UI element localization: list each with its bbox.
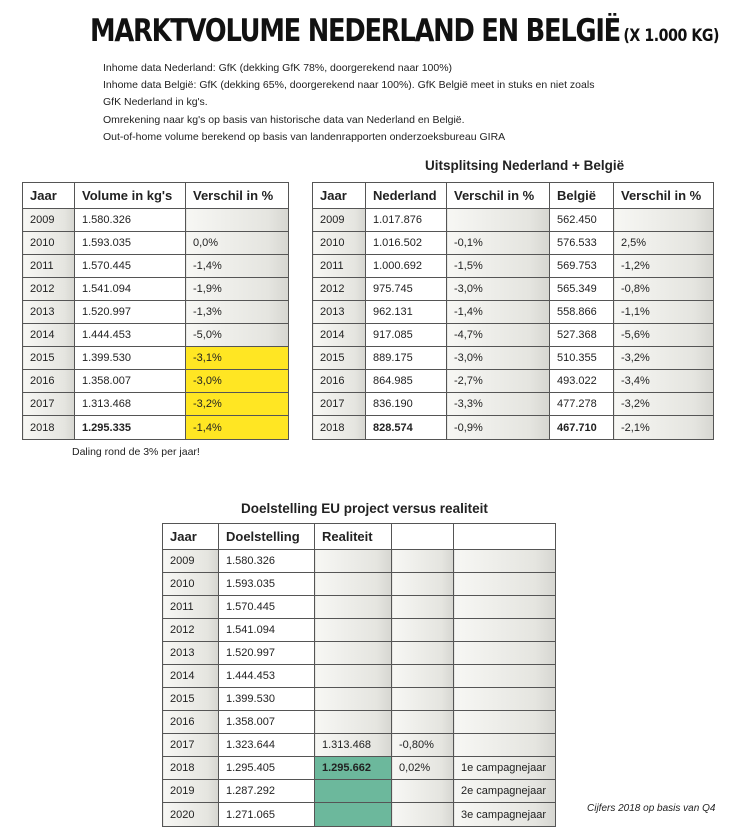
table-cell: -1,4% <box>186 416 289 440</box>
table-cell: 2014 <box>23 324 75 347</box>
target-table <box>162 523 556 827</box>
table-cell: 2009 <box>163 550 219 573</box>
table-row <box>163 734 556 757</box>
table-cell: 1.287.292 <box>219 780 315 803</box>
table-cell: 569.753 <box>550 255 614 278</box>
table-cell: -0,80% <box>392 734 454 757</box>
table-cell: 1.570.445 <box>219 596 315 619</box>
table-cell <box>392 688 454 711</box>
table-row <box>163 550 556 573</box>
table-cell: 1.358.007 <box>75 370 186 393</box>
table-cell: 1.016.502 <box>366 232 447 255</box>
table-cell: -0,8% <box>614 278 714 301</box>
table-cell: 828.574 <box>366 416 447 440</box>
table-cell <box>392 619 454 642</box>
col-header-diff-be: Verschil in % <box>614 183 714 209</box>
table-cell: -0,1% <box>447 232 550 255</box>
table-cell <box>454 665 556 688</box>
col-header-blank <box>392 524 454 550</box>
col-header-reality: Realiteit <box>315 524 392 550</box>
table-cell: 2015 <box>163 688 219 711</box>
table-cell: -2,7% <box>447 370 550 393</box>
table-cell <box>315 619 392 642</box>
table-cell <box>315 642 392 665</box>
table-cell: 2010 <box>163 573 219 596</box>
table-cell: 1.000.692 <box>366 255 447 278</box>
split-table-heading: Uitsplitsing Nederland + België <box>425 158 625 173</box>
table-cell <box>186 209 289 232</box>
table-cell: 1.271.065 <box>219 803 315 827</box>
table-cell: 2012 <box>23 278 75 301</box>
target-table-heading: Doelstelling EU project versus realiteit <box>241 501 488 516</box>
table-cell <box>454 642 556 665</box>
table-row <box>163 688 556 711</box>
table-row <box>163 642 556 665</box>
table-cell <box>454 596 556 619</box>
note-line: Inhome data België: GfK (dekking 65%, doorgerekend naar 100%). GfK België meet in stuks en niet zoals <box>103 79 595 92</box>
table-cell <box>392 550 454 573</box>
table-row <box>313 324 714 347</box>
table-cell <box>392 711 454 734</box>
table-row <box>163 757 556 780</box>
table-cell: 2018 <box>23 416 75 440</box>
table-cell: 2014 <box>163 665 219 688</box>
table-cell: 1.323.644 <box>219 734 315 757</box>
table-cell: 975.745 <box>366 278 447 301</box>
note-line: GfK Nederland in kg's. <box>103 96 208 109</box>
table-cell <box>447 209 550 232</box>
table-row <box>23 416 289 440</box>
table-row <box>23 324 289 347</box>
table-cell: 1.295.335 <box>75 416 186 440</box>
table-cell: 889.175 <box>366 347 447 370</box>
col-header-year: Jaar <box>23 183 75 209</box>
table-cell <box>454 573 556 596</box>
table-cell: 2012 <box>313 278 366 301</box>
table-cell: 2009 <box>23 209 75 232</box>
table-cell <box>454 550 556 573</box>
table-row <box>23 301 289 324</box>
table-cell: 1.295.405 <box>219 757 315 780</box>
table-cell: 565.349 <box>550 278 614 301</box>
table-cell: -3,2% <box>614 347 714 370</box>
table-row <box>23 255 289 278</box>
table-cell: 2017 <box>163 734 219 757</box>
table-cell: 562.450 <box>550 209 614 232</box>
table-row <box>313 393 714 416</box>
table-cell <box>392 642 454 665</box>
note-line: Out-of-home volume berekend op basis van landenrapporten onderzoeksbureau GIRA <box>103 130 506 143</box>
table-cell: -3,2% <box>614 393 714 416</box>
table-cell: -1,2% <box>614 255 714 278</box>
table-cell: -5,6% <box>614 324 714 347</box>
table-cell <box>454 734 556 757</box>
table-row <box>163 780 556 803</box>
table-cell: 2012 <box>163 619 219 642</box>
table-cell: 2013 <box>163 642 219 665</box>
table-cell: 1.580.326 <box>219 550 315 573</box>
col-header-year: Jaar <box>163 524 219 550</box>
table-cell: 864.985 <box>366 370 447 393</box>
table-row <box>23 278 289 301</box>
table-cell: 2020 <box>163 803 219 827</box>
col-header-blank <box>454 524 556 550</box>
col-header-volume: Volume in kg's <box>75 183 186 209</box>
table-cell: 2013 <box>23 301 75 324</box>
col-header-nederland: Nederland <box>366 183 447 209</box>
table-cell: 1.358.007 <box>219 711 315 734</box>
table-cell: 493.022 <box>550 370 614 393</box>
table-cell: 2013 <box>313 301 366 324</box>
table-row <box>313 255 714 278</box>
table-row <box>313 232 714 255</box>
table-cell: 2015 <box>23 347 75 370</box>
table-cell: 1.444.453 <box>219 665 315 688</box>
table-cell <box>315 550 392 573</box>
table-cell: -3,0% <box>186 370 289 393</box>
table-row <box>313 209 714 232</box>
table-cell: -3,0% <box>447 278 550 301</box>
table-cell: -1,4% <box>186 255 289 278</box>
table-row <box>313 416 714 440</box>
table-cell <box>315 573 392 596</box>
table-cell <box>315 596 392 619</box>
table-cell: 2015 <box>313 347 366 370</box>
table-cell <box>454 711 556 734</box>
table-row <box>163 619 556 642</box>
table-cell: -1,9% <box>186 278 289 301</box>
table-cell <box>392 573 454 596</box>
table-cell <box>454 619 556 642</box>
table-cell: 1.593.035 <box>219 573 315 596</box>
source-notes <box>103 60 594 146</box>
table-cell: 2018 <box>163 757 219 780</box>
table-cell: 2011 <box>23 255 75 278</box>
table-row <box>23 232 289 255</box>
table-cell: 1.541.094 <box>75 278 186 301</box>
table-cell: 2010 <box>313 232 366 255</box>
table-cell: 1.017.876 <box>366 209 447 232</box>
table-cell: 962.131 <box>366 301 447 324</box>
table-cell: 1.295.662 <box>315 757 392 780</box>
table-cell <box>315 803 392 827</box>
table-cell: -1,4% <box>447 301 550 324</box>
table-cell <box>315 688 392 711</box>
table-cell <box>614 209 714 232</box>
table-cell: 2018 <box>313 416 366 440</box>
table-cell: 1.570.445 <box>75 255 186 278</box>
table-cell: 1.399.530 <box>75 347 186 370</box>
table-cell: -1,3% <box>186 301 289 324</box>
col-header-diff-nl: Verschil in % <box>447 183 550 209</box>
table-cell: 558.866 <box>550 301 614 324</box>
table-cell <box>454 688 556 711</box>
table-cell: 2016 <box>23 370 75 393</box>
table-cell <box>392 803 454 827</box>
table-cell: -3,4% <box>614 370 714 393</box>
table-row <box>163 711 556 734</box>
table-cell <box>315 711 392 734</box>
col-header-belgie: België <box>550 183 614 209</box>
table-cell: 2e campagnejaar <box>454 780 556 803</box>
target-table-footnote: Cijfers 2018 op basis van Q4 <box>587 803 716 814</box>
title-main: MARKTVOLUME NEDERLAND EN BELGIË <box>90 13 621 49</box>
table-cell: 1.520.997 <box>219 642 315 665</box>
table-row <box>23 393 289 416</box>
table-cell: -0,9% <box>447 416 550 440</box>
table-cell <box>392 665 454 688</box>
table-row <box>163 803 556 827</box>
table-cell: 1.313.468 <box>315 734 392 757</box>
table-cell <box>392 780 454 803</box>
table-cell: 1.313.468 <box>75 393 186 416</box>
table-cell: -2,1% <box>614 416 714 440</box>
table-cell: 2017 <box>313 393 366 416</box>
title-unit: (X 1.000 KG) <box>623 26 720 46</box>
table-cell: 1.444.453 <box>75 324 186 347</box>
table-cell: 917.085 <box>366 324 447 347</box>
table-cell: 576.533 <box>550 232 614 255</box>
table-cell: 2009 <box>313 209 366 232</box>
page-title <box>90 13 719 49</box>
table-cell: 2017 <box>23 393 75 416</box>
table-cell <box>315 780 392 803</box>
table-cell: 1.541.094 <box>219 619 315 642</box>
table-row <box>163 665 556 688</box>
table-cell: 2011 <box>163 596 219 619</box>
table-row <box>23 209 289 232</box>
table-cell: 477.278 <box>550 393 614 416</box>
table-cell: 2016 <box>313 370 366 393</box>
table-cell: -3,0% <box>447 347 550 370</box>
table-cell <box>392 596 454 619</box>
table-row <box>23 347 289 370</box>
table-cell: 467.710 <box>550 416 614 440</box>
volume-table-caption: Daling rond de 3% per jaar! <box>72 446 200 458</box>
table-cell: 1.593.035 <box>75 232 186 255</box>
table-cell: 2016 <box>163 711 219 734</box>
table-cell: 0,0% <box>186 232 289 255</box>
table-cell: 1.399.530 <box>219 688 315 711</box>
table-cell: -3,1% <box>186 347 289 370</box>
table-cell: 0,02% <box>392 757 454 780</box>
table-row <box>313 278 714 301</box>
table-row <box>163 596 556 619</box>
table-cell: -3,3% <box>447 393 550 416</box>
col-header-diff: Verschil in % <box>186 183 289 209</box>
col-header-target: Doelstelling <box>219 524 315 550</box>
table-cell: 527.368 <box>550 324 614 347</box>
table-row <box>313 347 714 370</box>
table-cell: 1.580.326 <box>75 209 186 232</box>
table-cell: -1,5% <box>447 255 550 278</box>
table-cell: -4,7% <box>447 324 550 347</box>
table-row <box>313 301 714 324</box>
col-header-year: Jaar <box>313 183 366 209</box>
note-line: Omrekening naar kg's op basis van historische data van Nederland en België. <box>103 113 465 126</box>
table-cell: -3,2% <box>186 393 289 416</box>
table-cell: 2,5% <box>614 232 714 255</box>
table-cell: 2010 <box>23 232 75 255</box>
table-cell: 2014 <box>313 324 366 347</box>
table-cell: 1.520.997 <box>75 301 186 324</box>
table-row <box>23 370 289 393</box>
table-cell: 510.355 <box>550 347 614 370</box>
table-cell: -1,1% <box>614 301 714 324</box>
volume-table <box>22 182 289 440</box>
table-cell: 2019 <box>163 780 219 803</box>
note-line: Inhome data Nederland: GfK (dekking GfK 78%, doorgerekend naar 100%) <box>103 62 453 74</box>
table-cell: 3e campagnejaar <box>454 803 556 827</box>
table-cell <box>315 665 392 688</box>
table-cell: 2011 <box>313 255 366 278</box>
table-cell: 836.190 <box>366 393 447 416</box>
table-cell: 1e campagnejaar <box>454 757 556 780</box>
table-row <box>163 573 556 596</box>
table-row <box>313 370 714 393</box>
split-table <box>312 182 714 440</box>
table-cell: -5,0% <box>186 324 289 347</box>
